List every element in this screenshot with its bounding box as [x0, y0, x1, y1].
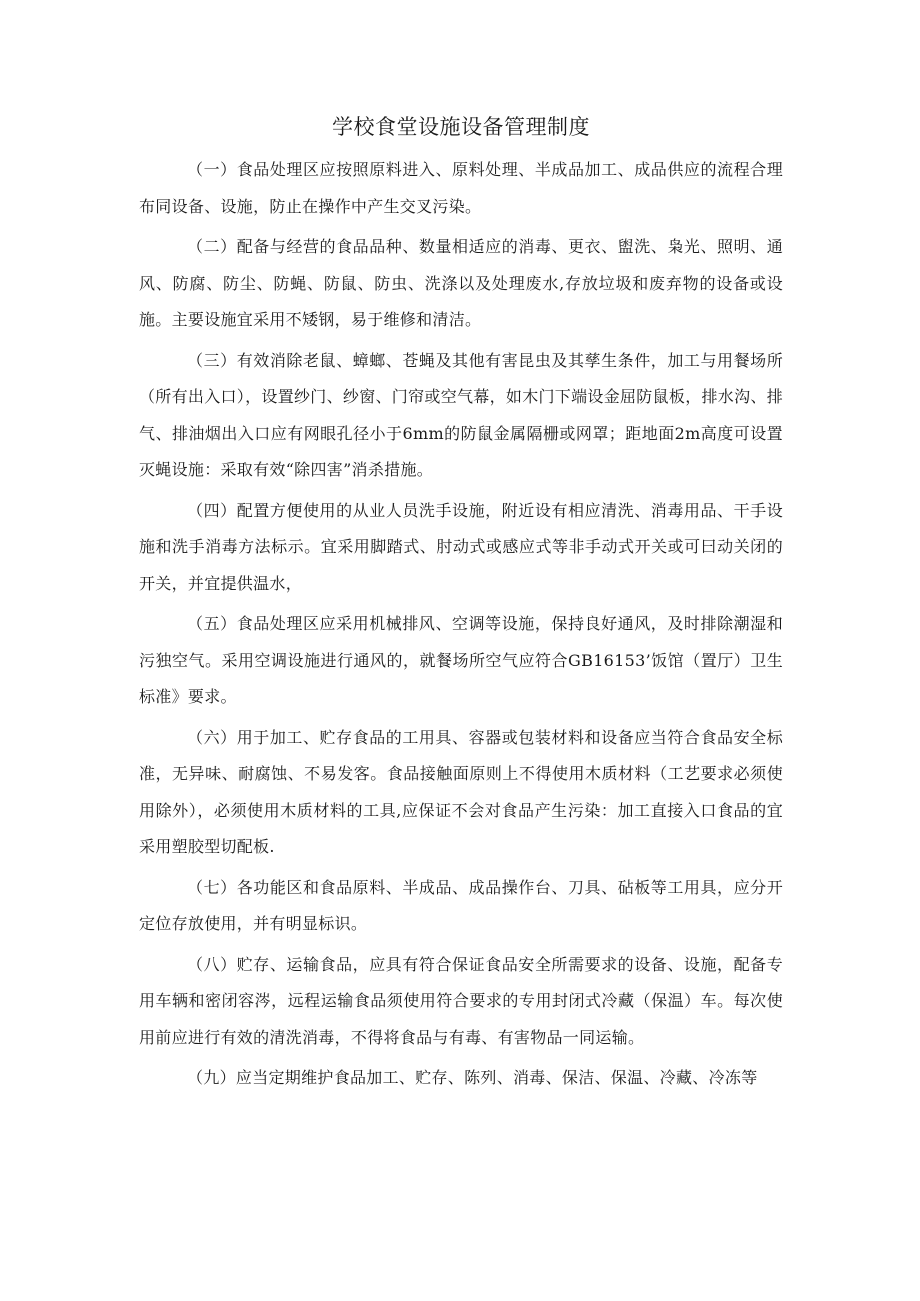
paragraph-2: （二）配备与经营的食品品种、数量相适应的消毒、更衣、盥洗、枭光、照明、通风、防腐、防尘、防蝇、防鼠、防虫、洗涤以及处理废水,存放垃圾和废弃物的设备或设施。主要设施宜采用不矮钢，易于维修和清洁。	[139, 237, 783, 329]
document-title: 学校食堂设施设备管理制度	[332, 115, 590, 139]
paragraph-6: （六）用于加工、贮存食品的工用具、容器或包装材料和设备应当符合食品安全标准，无异味、耐腐蚀、不易发客。食品接触面原则上不得使用木质材料（工艺要求必须使用除外），必须使用木质材料的工具,应保证不会对食品产生污染：加工直接入口食品的宜采用塑胶型切配板.	[139, 727, 783, 856]
document-page	[139, 112, 783, 1097]
paragraph-3: （三）有效消除老鼠、蟑螂、苍蝇及其他有害昆虫及其孳生条件，加工与用餐场所（所有出入口），设置纱门、纱窗、门帘或空气幕，如木门下端设金屈防鼠板，排水沟、排气、排油烟出入口应有网眼孔径小于6mm的防鼠金属隔栅或网罩；距地面2m高度可设置灭蝇设施：采取有效“除四害”消杀措施。	[139, 350, 784, 479]
paragraph-1: （一）食品处理区应按照原料进入、原料处理、半成品加工、成品供应的流程合理布同设备、设施，防止在操作中产生交叉污染。	[139, 160, 783, 216]
paragraph-5: （五）食品处理区应采用机械排风、空调等设施，保持良好通风，及时排除潮湿和污独空气。采用空调设施进行通风的，就餐场所空气应符合GB16153’饭馆（置厅）卫生标准》要求。	[139, 614, 783, 706]
paragraph-9: （九）应当定期维护食品加工、贮存、陈列、消毒、保洁、保温、冷藏、冷冻等	[187, 1068, 758, 1087]
paragraph-4: （四）配置方便使用的从业人员洗手设施，附近设有相应清洗、消毒用品、干手设施和洗手消毒方法标示。宜采用脚踏式、肘动式或感应式等非手动式开关或可曰动关闭的开关，并宜提供温水，	[139, 500, 783, 593]
paragraph-8: （八）贮存、运输食品，应具有符合保证食品安全所需要求的设备、设施，配备专用车辆和密闭容涔，远程运输食品须使用符合要求的专用封闭式冷藏（保温）车。每次使用前应进行有效的清洗消毒，不得将食品与有毒、有害物品一同运输。	[139, 954, 783, 1047]
paragraph-7: （七）各功能区和食品原料、半成品、成品操作台、刀具、砧板等工用具，应分开定位存放使用，并有明显标识。	[139, 877, 783, 933]
